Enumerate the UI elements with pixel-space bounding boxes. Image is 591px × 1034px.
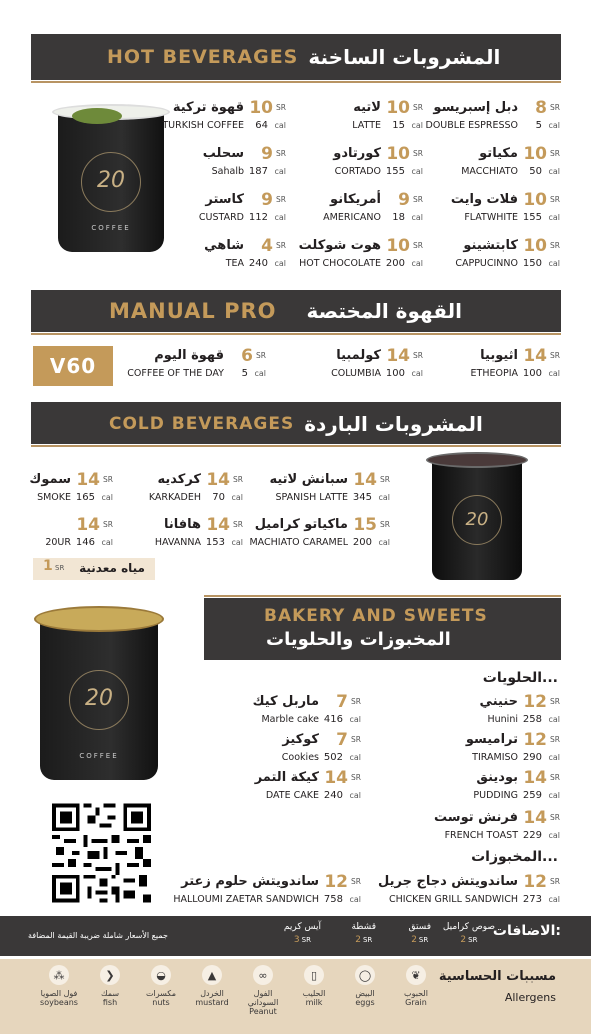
item-calories: 155 [522, 212, 542, 223]
item-name-en: TEA [225, 258, 244, 269]
addon-price: 3 [293, 935, 300, 945]
allergen-name-en: Grain [405, 998, 427, 1007]
calories-unit: cal [411, 259, 423, 268]
item-calories: 758 [323, 894, 343, 905]
item-name-ar: فلات وايت [450, 192, 518, 207]
item-price: 9 [261, 190, 273, 210]
sweet-item[interactable] [382, 732, 560, 768]
item-price: 14 [353, 470, 377, 490]
calories-unit: cal [548, 715, 560, 724]
manual-pro-item[interactable] [245, 348, 423, 384]
item-calories: 64 [255, 120, 268, 131]
currency-label: SR [550, 103, 560, 112]
item-calories: 18 [392, 212, 405, 223]
currency-label: SR [276, 241, 286, 250]
currency-label: SR [413, 351, 423, 360]
item-price: 10 [386, 236, 410, 256]
item-name-en: HOT CHOCOLATE [299, 258, 381, 269]
cold-beverages-title-en: COLD BEVERAGES [109, 414, 295, 434]
item-name-en: HAVANNA [154, 537, 201, 548]
item-name-en: COFFEE OF THE DAY [127, 368, 224, 379]
currency-label: SR [550, 351, 560, 360]
mineral-water-sr: SR [55, 564, 65, 572]
addon-price-row [443, 935, 495, 945]
item-calories: 259 [522, 790, 542, 801]
currency-label: SR [413, 195, 423, 204]
item-calories: 416 [323, 714, 343, 725]
item-name-en: MACHIATO CARAMEL [249, 537, 348, 548]
dessert-cup-image [40, 620, 158, 780]
item-name-en: CORTADO [334, 166, 381, 177]
calories-unit: cal [548, 213, 560, 222]
calories-unit: cal [274, 167, 286, 176]
item-name-en: PUDDING [473, 790, 518, 801]
item-name-ar: مكياتو [479, 146, 518, 161]
item-price: 10 [249, 98, 273, 118]
item-calories: 345 [352, 492, 372, 503]
item-name-ar: كركديه [157, 472, 201, 487]
item-name-ar: سموك [29, 472, 71, 487]
calories-unit: cal [548, 167, 560, 176]
item-name-en: DATE CAKE [265, 790, 319, 801]
hot-beverage-item[interactable] [108, 100, 286, 136]
item-calories: 50 [529, 166, 542, 177]
nuts-icon: ◒ [151, 965, 171, 985]
addon-price-row [351, 935, 376, 945]
soybean-icon: ⁂ [49, 965, 69, 985]
currency-label: SR [550, 773, 560, 782]
item-calories: 502 [323, 752, 343, 763]
addon-price-row [284, 935, 321, 945]
item-name-en: TURKISH COFFEE [162, 120, 244, 131]
currency-label: SR [256, 351, 266, 360]
manual-pro-item[interactable] [88, 348, 266, 384]
addon-item[interactable] [284, 922, 321, 945]
allergen-name-en: Peanut [249, 1007, 277, 1016]
calories-unit: cal [349, 791, 361, 800]
item-calories: 100 [522, 368, 542, 379]
allergen-name-ar: الحبوب [404, 989, 428, 998]
item-name-en: MACCHIATO [461, 166, 518, 177]
addon-price: 2 [411, 935, 417, 945]
sweet-item[interactable] [382, 810, 560, 846]
item-name-ar: ساندويتش دجاج جريل [378, 874, 518, 889]
currency-label: SR [380, 475, 390, 484]
allergen-name-ar: فول الصويا [40, 989, 78, 998]
item-price: 10 [523, 144, 547, 164]
item-name-en: SPANISH LATTE [275, 492, 348, 503]
item-name-en: Marble cake [261, 714, 319, 725]
item-name-ar: هافانا [163, 517, 201, 532]
manual-pro-header [31, 290, 561, 332]
item-name-ar: قهوة اليوم [154, 348, 224, 363]
item-name-en: Sahalb [211, 166, 244, 177]
item-name-en: CAPPUCINNO [455, 258, 518, 269]
sweet-item[interactable] [183, 770, 361, 806]
item-calories: 240 [323, 790, 343, 801]
item-calories: 200 [385, 258, 405, 269]
calories-unit: cal [349, 715, 361, 724]
item-calories: 187 [248, 166, 268, 177]
mineral-water-label: مياه معدنية [79, 561, 145, 575]
allergen-name-en: nuts [152, 998, 170, 1007]
item-name-ar: حنيني [479, 694, 518, 709]
allergen-item [238, 965, 288, 1016]
egg-icon: ◯ [355, 965, 375, 985]
item-calories: 146 [75, 537, 95, 548]
manual-pro-title-ar: القهوة المختصة [306, 299, 462, 323]
item-calories: 273 [522, 894, 542, 905]
item-name-ar: ساندويتش حلوم زعتر [181, 874, 319, 889]
allergen-name-en: fish [102, 998, 118, 1007]
milk-icon: ▯ [304, 965, 324, 985]
item-name-en: FLATWHITE [464, 212, 518, 223]
cup-word: COFFEE [91, 224, 131, 232]
allergens-bar [0, 959, 591, 1034]
allergen-name-en: soybeans [40, 998, 78, 1007]
currency-label: SR [351, 697, 361, 706]
dessert-cup-logo: 20 [69, 670, 129, 730]
calories-unit: cal [378, 493, 390, 502]
v60-badge: V60 [33, 346, 113, 386]
item-name-en: Cookies [281, 752, 319, 763]
sweet-item[interactable] [183, 694, 361, 730]
currency-label: SR [276, 103, 286, 112]
currency-label: SR [413, 149, 423, 158]
item-name-en: KARKADEH [148, 492, 201, 503]
allergen-name-ar: البيض [355, 989, 375, 998]
addon-name: قشطة [351, 922, 376, 932]
currency-label: SR [103, 475, 113, 484]
addons-label: الاضافات: [492, 923, 561, 939]
addon-item[interactable] [408, 922, 431, 945]
addon-name: آيس كريم [283, 922, 321, 932]
item-name-ar: سحلب [202, 146, 244, 161]
item-price: 14 [386, 346, 410, 366]
item-name-ar: كوكيز [282, 732, 319, 747]
allergen-name-en: eggs [355, 998, 375, 1007]
item-price: 7 [336, 692, 348, 712]
bakery-title-ar: المخبوزات والحلويات [266, 629, 451, 650]
item-name-ar: اثيوبيا [480, 348, 518, 363]
currency-label: SR [233, 475, 243, 484]
calories-unit: cal [548, 121, 560, 130]
item-name-ar: دبل إسبريسو [433, 100, 518, 115]
allergen-item [85, 965, 135, 1007]
bakery-header [204, 598, 561, 660]
item-price: 12 [523, 730, 547, 750]
allergen-name-en: milk [305, 998, 323, 1007]
item-name-en: COLUMBIA [331, 368, 381, 379]
item-price: 15 [353, 515, 377, 535]
currency-label: SR [413, 241, 423, 250]
allergen-name-ar: الحليب [302, 989, 326, 998]
currency-label: SR [550, 735, 560, 744]
item-price: 10 [386, 144, 410, 164]
currency-label: SR [550, 241, 560, 250]
sweet-item[interactable] [382, 694, 560, 730]
item-price: 14 [523, 808, 547, 828]
currency-label: SR [550, 877, 560, 886]
currency-label: SR [351, 773, 361, 782]
allergens-label-ar: مسببات الحساسية [438, 969, 556, 984]
item-name-en: 20UR [45, 537, 71, 548]
item-calories: 150 [522, 258, 542, 269]
item-price: 14 [324, 768, 348, 788]
calories-unit: cal [349, 895, 361, 904]
calories-unit: cal [231, 493, 243, 502]
addon-item[interactable] [351, 922, 376, 945]
item-name-ar: شاهي [204, 238, 244, 253]
grain-icon: ❦ [406, 965, 426, 985]
currency-label: SR [103, 520, 113, 529]
addon-name: صوص كراميل [442, 922, 495, 932]
item-price: 9 [398, 190, 410, 210]
bakery-section-label: المخبوزات... [471, 849, 558, 865]
addon-currency: SR [362, 936, 373, 944]
allergen-item [289, 965, 339, 1007]
calories-unit: cal [411, 167, 423, 176]
addon-currency: SR [468, 936, 478, 944]
peanut-icon: ∞ [253, 965, 273, 985]
cold-cup-logo: 20 [452, 495, 502, 545]
item-name-ar: سبانش لاتيه [269, 472, 348, 487]
item-name-en: TIRAMISO [472, 752, 518, 763]
cold-beverages-title-ar: المشروبات الباردة [304, 412, 483, 436]
calories-unit: cal [378, 538, 390, 547]
item-price: 8 [535, 98, 547, 118]
calories-unit: cal [548, 895, 560, 904]
allergen-name-ar: الفول السوداني [247, 989, 279, 1007]
item-calories: 100 [385, 368, 405, 379]
fish-icon: ❯ [100, 965, 120, 985]
item-calories: 290 [522, 752, 542, 763]
allergen-item [136, 965, 186, 1007]
vat-note: جميع الأسعار شاملة ضريبة القيمة المضافة [28, 931, 168, 940]
item-price: 14 [76, 470, 100, 490]
item-name-ar: كاستر [205, 192, 244, 207]
calories-unit: cal [349, 753, 361, 762]
item-price: 10 [523, 190, 547, 210]
item-name-en: Hunini [487, 714, 518, 725]
cold-beverages-header [31, 402, 561, 444]
item-name-en: HALLOUMI ZAETAR SANDWICH [173, 894, 319, 905]
sweet-item[interactable] [382, 770, 560, 806]
item-name-en: DOUBLE ESPRESSO [425, 120, 518, 131]
allergen-item [34, 965, 84, 1007]
item-price: 7 [336, 730, 348, 750]
calories-unit: cal [548, 831, 560, 840]
bakery-item[interactable] [173, 872, 361, 910]
item-price: 12 [324, 872, 348, 892]
hot-beverages-title-en: HOT BEVERAGES [107, 46, 299, 68]
item-name-en: CHICKEN GRILL SANDWICH [388, 894, 518, 905]
hot-beverage-item[interactable] [108, 238, 286, 274]
item-calories: 258 [522, 714, 542, 725]
item-name-en: LATTE [352, 120, 381, 131]
item-name-en: FRENCH TOAST [444, 830, 518, 841]
item-calories: 153 [205, 537, 225, 548]
item-price: 14 [206, 470, 230, 490]
item-name-ar: كيكة التمر [254, 770, 319, 785]
item-name-ar: ماربل كيك [252, 694, 319, 709]
item-name-ar: قهوة تركية [172, 100, 244, 115]
item-calories: 5 [241, 368, 248, 379]
item-name-ar: كابتشينو [463, 238, 518, 253]
item-calories: 240 [248, 258, 268, 269]
item-name-ar: هوت شوكلت [298, 238, 381, 253]
item-name-en: CUSTARD [198, 212, 244, 223]
item-price: 12 [523, 872, 547, 892]
item-name-en: SMOKE [37, 492, 71, 503]
item-name-ar: ترامیسو [465, 732, 518, 747]
allergen-name-en: mustard [195, 998, 229, 1007]
item-price: 14 [523, 768, 547, 788]
calories-unit: cal [254, 369, 266, 378]
allergen-item [187, 965, 237, 1007]
allergen-item [340, 965, 390, 1007]
mineral-water-price: 1 [43, 558, 53, 574]
item-price: 14 [206, 515, 230, 535]
item-name-ar: ماكياتو كراميل [254, 517, 348, 532]
hot-beverage-item[interactable] [108, 192, 286, 228]
mustard-icon: ▲ [202, 965, 222, 985]
item-name-ar: كولمبيا [336, 348, 381, 363]
mineral-water-tag [33, 558, 155, 580]
cold-drink-cup-image [432, 460, 522, 580]
item-price: 12 [523, 692, 547, 712]
addon-price: 2 [460, 935, 467, 945]
addon-currency: SR [301, 936, 311, 944]
calories-unit: cal [231, 538, 243, 547]
item-calories: 112 [248, 212, 268, 223]
currency-label: SR [233, 520, 243, 529]
item-name-en: AMERICANO [323, 212, 381, 223]
addons-bar [0, 916, 591, 956]
calories-unit: cal [548, 259, 560, 268]
item-name-ar: كورتادو [333, 146, 381, 161]
allergen-name-ar: الخردل [200, 989, 224, 998]
cold-beverage-item[interactable] [0, 472, 113, 508]
addon-name: فستق [408, 922, 431, 932]
item-price: 9 [261, 144, 273, 164]
item-name-ar: بودينق [476, 770, 518, 785]
currency-label: SR [276, 149, 286, 158]
item-calories: 165 [75, 492, 95, 503]
calories-unit: cal [411, 369, 423, 378]
currency-label: SR [351, 735, 361, 744]
allergen-item [391, 965, 441, 1007]
addon-price: 2 [355, 935, 361, 945]
qr-code[interactable] [52, 803, 151, 903]
item-price: 14 [523, 346, 547, 366]
item-price: 10 [523, 236, 547, 256]
currency-label: SR [351, 877, 361, 886]
item-calories: 229 [522, 830, 542, 841]
calories-unit: cal [101, 538, 113, 547]
item-price: 6 [241, 346, 253, 366]
hot-beverage-item[interactable] [108, 146, 286, 182]
currency-label: SR [276, 195, 286, 204]
addon-currency: SR [418, 936, 429, 944]
item-name-en: ETHEOPIA [470, 368, 518, 379]
calories-unit: cal [101, 493, 113, 502]
item-calories: 155 [385, 166, 405, 177]
item-price: 4 [261, 236, 273, 256]
currency-label: SR [550, 195, 560, 204]
calories-unit: cal [411, 121, 423, 130]
sweet-item[interactable] [183, 732, 361, 768]
calories-unit: cal [274, 121, 286, 130]
sweets-section-label: الحلويات... [482, 670, 558, 686]
bakery-title-en: BAKERY AND SWEETS [264, 606, 488, 626]
item-name-ar: لاتيه [353, 100, 381, 115]
allergens-label-en: Allergens [504, 991, 556, 1004]
manual-pro-title-en: MANUAL PRO [109, 299, 277, 323]
calories-unit: cal [274, 213, 286, 222]
calories-unit: cal [411, 213, 423, 222]
currency-label: SR [550, 697, 560, 706]
hot-beverages-title-ar: المشروبات الساخنة [308, 45, 501, 69]
calories-unit: cal [548, 753, 560, 762]
item-price: 10 [386, 98, 410, 118]
item-calories: 70 [212, 492, 225, 503]
cup-logo: 20 [81, 152, 141, 212]
item-calories: 5 [535, 120, 542, 131]
dessert-cup-word: COFFEE [79, 752, 119, 760]
addon-price-row [408, 935, 431, 945]
currency-label: SR [413, 103, 423, 112]
currency-label: SR [550, 813, 560, 822]
calories-unit: cal [548, 369, 560, 378]
item-name-ar: أمريكانو [330, 192, 381, 207]
item-price: 14 [76, 515, 100, 535]
allergen-name-ar: مكسرات [145, 989, 176, 998]
currency-label: SR [380, 520, 390, 529]
calories-unit: cal [274, 259, 286, 268]
bakery-item[interactable] [378, 872, 560, 910]
calories-unit: cal [548, 791, 560, 800]
item-name-ar: فرنش توست [434, 810, 518, 825]
addon-item[interactable] [443, 922, 495, 945]
allergen-name-ar: سمك [100, 989, 120, 998]
item-calories: 15 [392, 120, 405, 131]
item-calories: 200 [352, 537, 372, 548]
currency-label: SR [550, 149, 560, 158]
cold-beverage-item[interactable] [0, 517, 113, 553]
hot-beverages-header [31, 34, 561, 80]
